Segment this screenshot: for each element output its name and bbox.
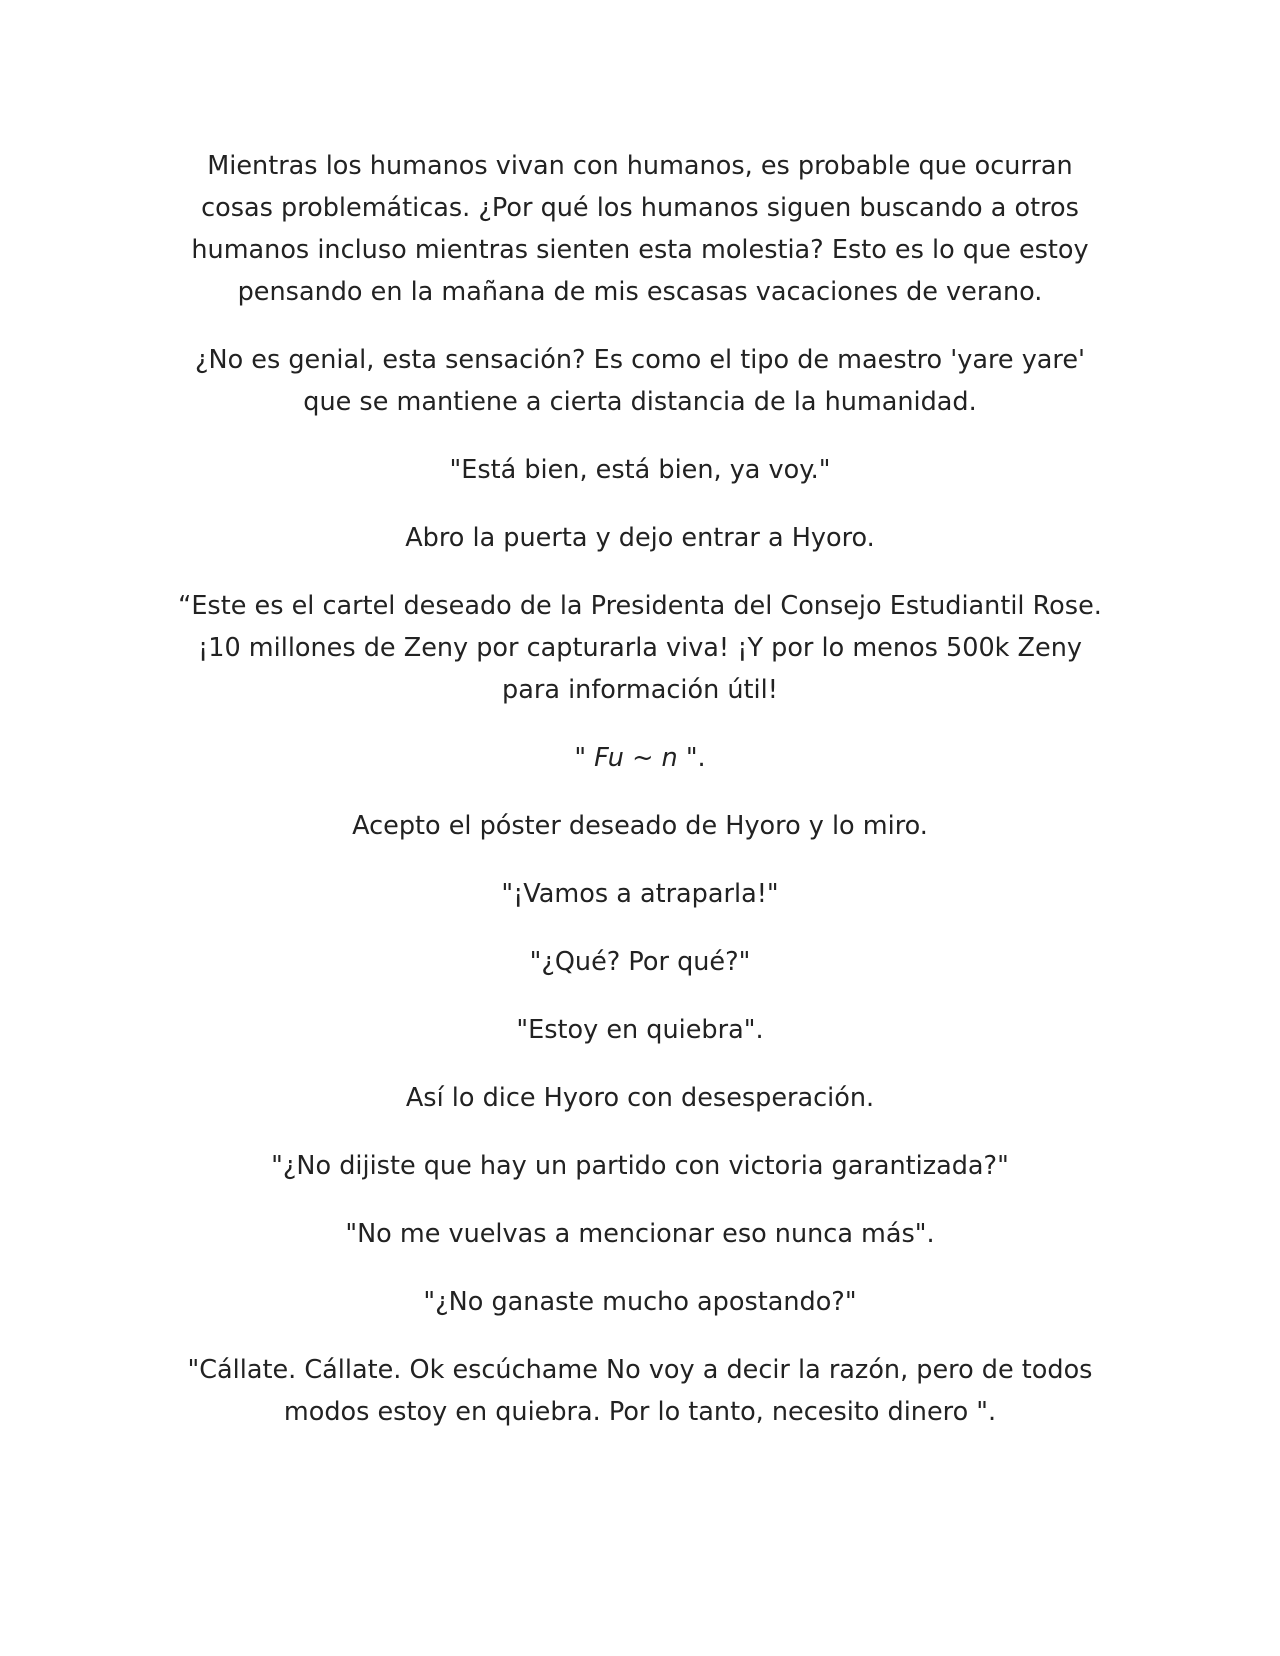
- paragraph-13: "No me vuelvas a mencionar eso nunca más".: [345, 1219, 935, 1249]
- paragraph-6-pre: ": [574, 743, 595, 773]
- paragraph-9: "¿Qué? Por qué?": [529, 947, 751, 977]
- paragraph-10: "Estoy en quiebra".: [516, 1015, 764, 1045]
- paragraph-1: Mientras los humanos vivan con humanos, es probable que ocurran cosas problemáticas. ¿Por qué los humanos siguen buscando a otros humanos incluso mientras sienten esta molestia? Esto es lo que estoy pensando en la mañana de mis escasas vacaciones de verano.: [191, 151, 1089, 307]
- paragraph-15: "Cállate. Cállate. Ok escúchame No voy a decir la razón, pero de todos modos estoy en quiebra. Por lo tanto, necesito dinero ".: [187, 1355, 1093, 1427]
- paragraph-3: "Está bien, está bien, ya voy.": [449, 455, 831, 485]
- paragraph-6-italic: Fu ~ n: [594, 743, 678, 773]
- paragraph-6-post: ".: [677, 743, 706, 773]
- paragraph-7: Acepto el póster deseado de Hyoro y lo miro.: [352, 811, 928, 841]
- paragraph-12: "¿No dijiste que hay un partido con victoria garantizada?": [271, 1151, 1009, 1181]
- paragraph-11: Así lo dice Hyoro con desesperación.: [405, 1083, 875, 1113]
- paragraph-5: “Este es el cartel deseado de la Presidenta del Consejo Estudiantil Rose. ¡10 millones de Zeny por capturarla viva! ¡Y por lo menos 500k Zeny para información útil!: [178, 591, 1102, 705]
- paragraph-6: [175, 737, 1105, 779]
- paragraph-8: "¡Vamos a atraparla!": [501, 879, 779, 909]
- paragraph-14: "¿No ganaste mucho apostando?": [423, 1287, 857, 1317]
- paragraph-2: ¿No es genial, esta sensación? Es como el tipo de maestro 'yare yare' que se mantiene a cierta distancia de la humanidad.: [194, 345, 1086, 417]
- paragraph-4: Abro la puerta y dejo entrar a Hyoro.: [405, 523, 875, 553]
